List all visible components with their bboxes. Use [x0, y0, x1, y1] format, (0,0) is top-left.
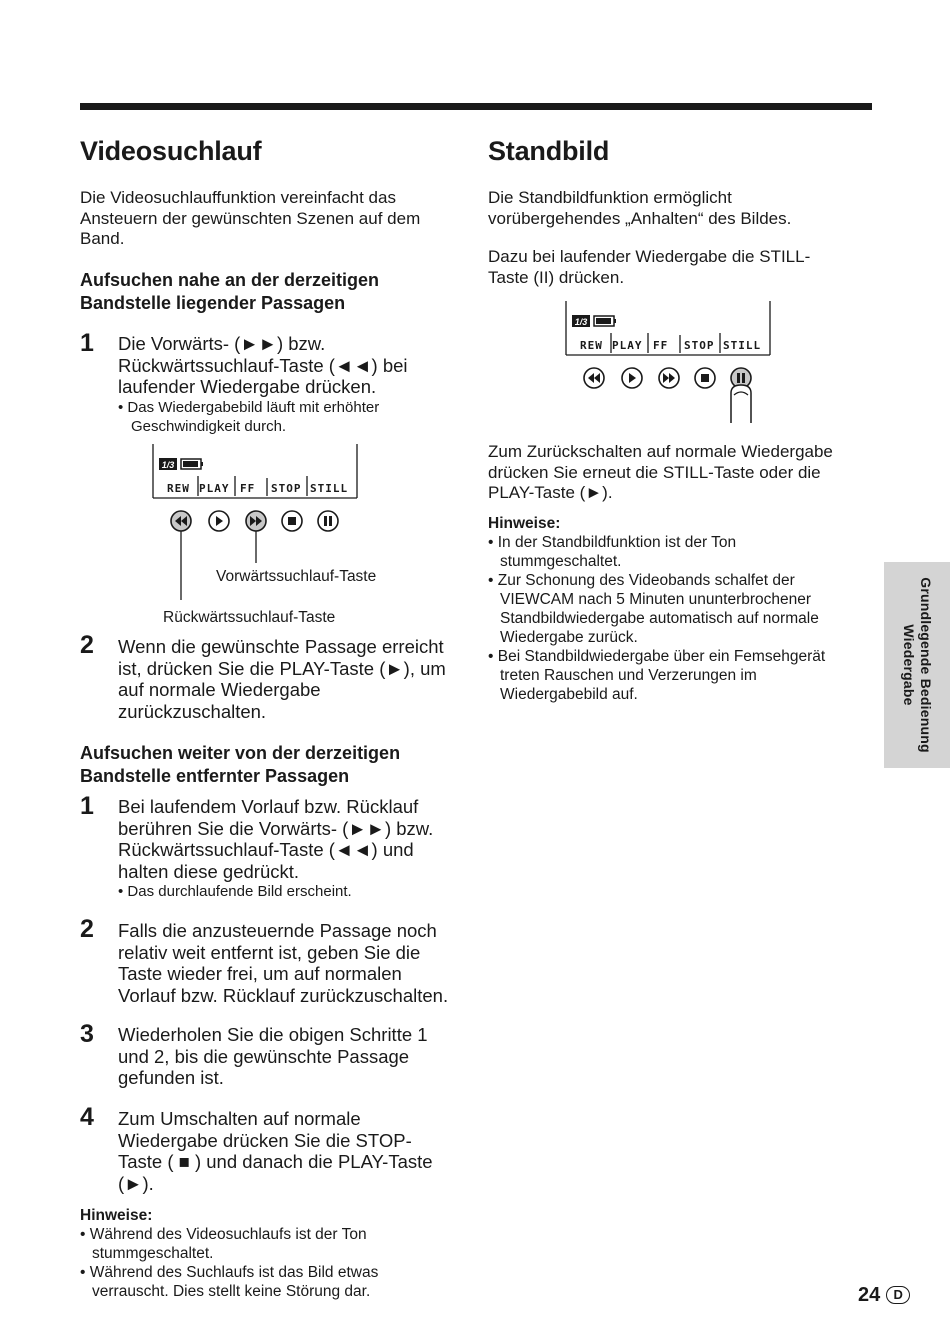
speed-label: 1/3 [161, 460, 175, 470]
step-text: Zum Umschalten auf normale Wiedergabe drücken Sie die STOP- Taste ( ■ ) und danach die PLAY-Taste (►). [118, 1108, 433, 1194]
control-panel-diagram-right [563, 301, 783, 426]
chapter-side-tab[interactable] [884, 562, 950, 768]
step-number: 3 [80, 1020, 94, 1048]
step-number: 2 [80, 915, 94, 943]
step-text: Wiederholen Sie die obigen Schritte 1 und 2, bis die gewünschte Passage gefunden ist. [118, 1024, 428, 1088]
language-badge: D [886, 1286, 910, 1304]
ff-button[interactable] [659, 368, 679, 388]
play-button[interactable] [209, 511, 229, 531]
panel-label-still: STILL [723, 339, 762, 352]
panel-label-ff: FF [653, 339, 669, 352]
stop-button[interactable] [695, 368, 715, 388]
stop-icon [288, 517, 296, 525]
notes-right: Hinweise: • In der Standbildfunktion ist der Ton stummgeschaltet. • Zur Schonung des Videobands schalfet der VIEWCAM nach 5 Minuten ununterbrochener Standbildwiedergabe automatisch auf normale Wiedergabe zurück. • Bei Standbildwiedergabe über ein Femsehgerät treten Rauschen und Verzerungen im Wiedergabebild auf. [488, 515, 873, 704]
control-panel-diagram-left [150, 444, 370, 634]
finger-icon [731, 385, 751, 423]
subheading-far: Aufsuchen weiter von der derzeitigen Bandstelle entfernter Passagen [80, 743, 401, 786]
pause-icon [324, 516, 327, 526]
notes-heading: Hinweise: [80, 1207, 153, 1224]
still-button[interactable] [318, 511, 338, 531]
stop-button[interactable] [282, 511, 302, 531]
panel-label-rew: REW [167, 482, 190, 495]
panel-label-ff: FF [240, 482, 256, 495]
rew-button[interactable] [584, 368, 604, 388]
rew-button[interactable] [171, 511, 191, 531]
step-note: • Das durchlaufende Bild erscheint. [118, 883, 352, 900]
panel-label-play: PLAY [612, 339, 643, 352]
ff-button[interactable] [246, 511, 266, 531]
panel-label-stop: STOP [271, 482, 302, 495]
step-number: 2 [80, 631, 94, 659]
section-title-standbild: Standbild [488, 136, 610, 166]
step-number: 4 [80, 1103, 94, 1131]
panel-label-play: PLAY [199, 482, 230, 495]
section-title-videosuchlauf: Videosuchlauf [80, 136, 262, 166]
standbild-return: Zum Zurückschalten auf normale Wiedergabe drücken Sie erneut die STILL-Taste oder die PLAY-Taste (►). [488, 442, 833, 502]
step-text: Wenn die gewünschte Passage erreicht ist, drücken Sie die PLAY-Taste (►), um auf normale Wiedergabe zurückzuschalten. [118, 636, 446, 722]
standbild-intro: Die Standbildfunktion ermöglicht vorübergehendes „Anhalten“ des Bildes. [488, 188, 792, 228]
step-text: Bei laufendem Vorlauf bzw. Rücklauf berühren Sie die Vorwärts- (►►) bzw. Rückwärtssuchlauf-Taste (◄◄) und halten diese gedrückt. [118, 796, 434, 882]
pause-icon [737, 373, 740, 383]
step-note: • Das Wiedergabebild läuft mit erhöhter Geschwindigkeit durch. [118, 399, 380, 435]
callout-rew-label: Rückwärtssuchlauf-Taste [163, 609, 336, 626]
step-number: 1 [80, 792, 94, 820]
step-text: Falls die anzusteuernde Passage noch relativ weit entfernt ist, geben Sie die Taste wieder frei, um auf normalen Vorlauf bzw. Rücklauf zurückzuschalten. [118, 920, 449, 1006]
intro-paragraph: Die Videosuchlauffunktion vereinfacht das Ansteuern der gewünschten Szenen auf dem Band. [80, 188, 421, 248]
panel-label-stop: STOP [684, 339, 715, 352]
panel-label-still: STILL [310, 482, 349, 495]
notes-heading: Hinweise: [488, 515, 561, 532]
stop-icon [701, 374, 709, 382]
panel-label-rew: REW [580, 339, 603, 352]
top-rule [80, 103, 872, 110]
side-tab-label: Grundlegende Bedienung Wiedergabe [901, 577, 934, 753]
standbild-instruction: Dazu bei laufender Wiedergabe die STILL- Taste (II) drücken. [488, 247, 811, 287]
subheading-near: Aufsuchen nahe an der derzeitigen Bandstelle liegender Passagen [80, 270, 380, 313]
page-number: 24 D [858, 1284, 910, 1307]
play-button[interactable] [622, 368, 642, 388]
notes-left: Hinweise: • Während des Videosuchlaufs ist der Ton stummgeschaltet. • Während des Suchlaufs ist das Bild etwas verrauscht. Dies stellt keine Störung dar. [80, 1207, 460, 1301]
callout-ff-label: Vorwärtssuchlauf-Taste [216, 568, 377, 585]
speed-label: 1/3 [574, 317, 588, 327]
step-number: 1 [80, 329, 94, 357]
step-text: Die Vorwärts- (►►) bzw. Rückwärtssuchlauf-Taste (◄◄) bei laufender Wiedergabe drücken. [118, 333, 408, 397]
